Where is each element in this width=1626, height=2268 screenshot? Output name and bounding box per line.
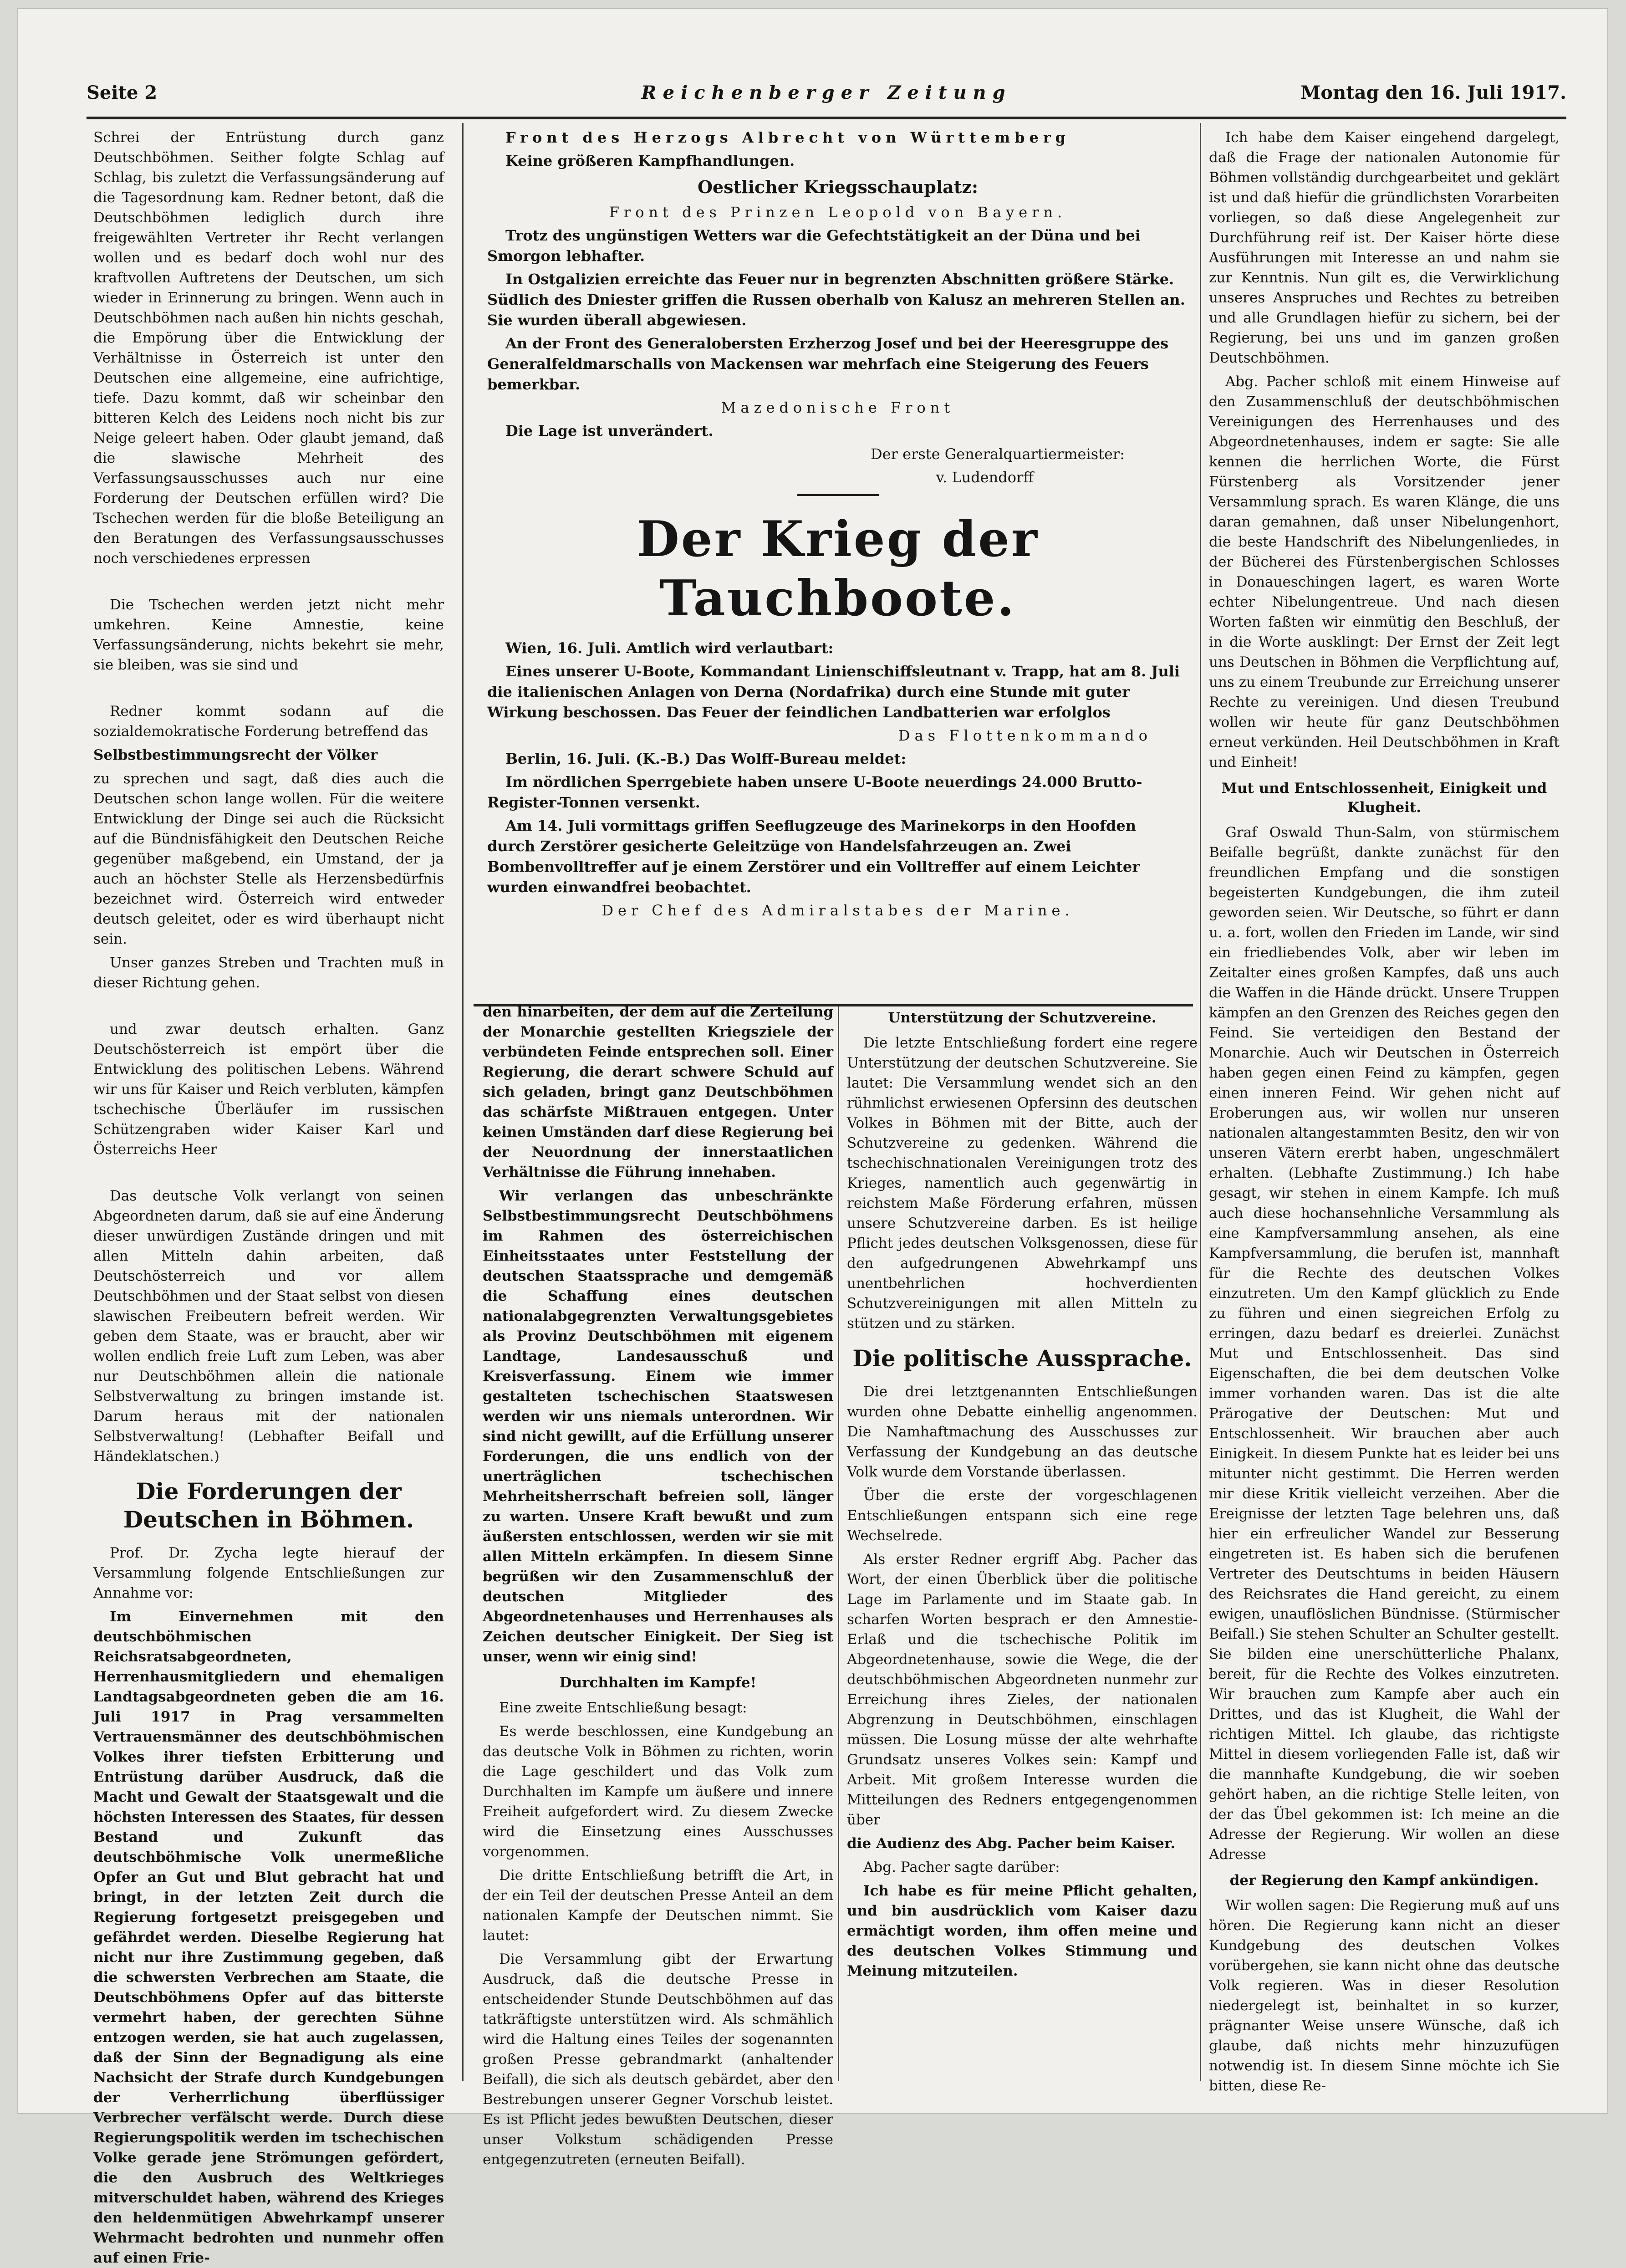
col1-paragraph: Die Tschechen werden jetzt nicht mehr umkehren. Keine Amnestie, keine Verfassungsänderung, nichts bekehrt sie mehr, sie bleiben, was sie sind und: [93, 597, 444, 673]
col4-heading: Mut und Entschlossenheit, Einigkeit und Klugheit.: [1221, 780, 1547, 816]
signature-name: v. Ludendorff: [936, 469, 1034, 486]
newspaper-page: [18, 9, 1607, 2266]
col1-paragraph: zu sprechen und sagt, daß dies auch die Deutschen schon lange wollen. Für die weitere Entwicklung der Dinge sei auch die Rücksicht auf die Bündnisfähigkeit den Deutschen Reiche gegenüber maßgebend, ein Umstand, der ja auch an höchster Stelle als Herzensbedürfnis bezeichnet wird. Österreich wird entweder deutsch geleitet, oder es wird überhaupt nicht sein.: [93, 771, 444, 947]
report-line: Keine größeren Kampfhandlungen.: [505, 152, 795, 169]
page-number: Seite 2: [87, 82, 158, 103]
col1-paragraph: Prof. Dr. Zycha legte hierauf der Versammlung folgende Entschließungen zur Annahme vor:: [93, 1545, 444, 1601]
report-paragraph: Am 14. Juli vormittags griffen Seeflugzeuge des Marinekorps in den Hoofden durch Zerstörer gesicherte Geleitzüge von Handelsfahrzeugen an. Zwei Bombenvolltreffer auf je einem Zerstörer und ein Volltreffer auf einem Leichter wurden einwandfrei beobachtet.: [487, 817, 1140, 896]
page-header: [87, 82, 1566, 114]
report-paragraph: In Ostgalizien erreichte das Feuer nur in begrenzten Abschnitten größere Stärke. Südlich des Dniester griffen die Russen oberhalb von Kalusz an mehreren Stellen an. Sie wurden überall abgewiesen.: [487, 271, 1185, 329]
column-1: [93, 128, 444, 2266]
col2-paragraph: Die dritte Entschließung betrifft die Art, in der ein Teil der deutschen Presse Anteil an dem nationalen Kampfe der Deutschen nimmt. Sie lautet:: [483, 1867, 833, 1944]
header-rule: [87, 117, 1566, 119]
short-rule: [797, 494, 879, 496]
column-divider: [1200, 123, 1201, 2081]
col1-paragraph: Redner kommt sodann auf die sozialdemokratische Forderung betreffend das: [93, 703, 444, 740]
front-heading: Mazedonische Front: [721, 399, 955, 416]
report-paragraph: Wien, 16. Juli. Amtlich wird verlautbart:: [505, 639, 834, 657]
col3-heading: Die politische Aussprache.: [852, 1345, 1192, 1372]
col3-paragraph: Abg. Pacher sagte darüber:: [863, 1859, 1060, 1875]
col4-paragraph: Wir wollen sagen: Die Regierung muß auf uns hören. Die Regierung kann nicht an dieser Kundgebung des deutschen Volkes vorübergehen, sie kann nicht ohne das deutsche Volk regieren. Was in dieser Resolution niedergelegt ist, beinhaltet in so kurzer, prägnanter Weise unsere Wünsche, daß ich glaube, daß nichts mehr hinzuzufügen notwendig ist. In diesem Sinne möchte ich Sie bitten, diese Re-: [1209, 1897, 1560, 2094]
war-report-block: [487, 128, 1188, 924]
front-heading: Front des Prinzen Leopold von Bayern.: [609, 204, 1067, 221]
signature: Der Chef des Admiralstabes der Marine.: [601, 902, 1074, 919]
signature-title: Der erste Generalquartiermeister:: [871, 445, 1125, 463]
col2-paragraph: Eine zweite Entschließung besagt:: [499, 1700, 747, 1716]
newspaper-title: Reichenberger Zeitung: [641, 82, 1012, 103]
column-3: [847, 1002, 1198, 2077]
col1-subheading: Selbstbestimmungsrecht der Völker: [93, 747, 378, 763]
col4-paragraph: Abg. Pacher schloß mit einem Hinweise auf den Zusammenschluß der deutschböhmischen Vereinigungen des Herrenhauses und des Abgeordnetenhauses, indem er sagte: Sie alle kennen die herrlichen Worte, die Fürst Fürstenberg als Vorsitzender jener Versammlung sprach. Es waren Klänge, die uns daran gemahnen, daß unser Nibelungenhort, die beste Handschrift des Nibelungenliedes, in der Bücherei des Fürstenbergischen Schlosses in Donaueschingen lagert, es waren Worte echter Nibelungentreue. Und nach diesen Worten faßten wir einmütig den Beschluß, der in die Worte ausklingt: Der Ernst der Zeit legt uns Deutschen in Böhmen die Verpflichtung auf, uns zu einem Treubunde zur Erreichung unserer Rechte zu vereinigen. Und diesen Treubund wollen wir heute für ganz Deutschböhmen erneut verkünden. Heil Deutschböhmen in Kraft und Einheit!: [1209, 373, 1560, 771]
col1-paragraph: Das deutsche Volk verlangt von seinen Abgeordneten darum, daß sie auf eine Änderung dieser unwürdigen Zustände dringen und mit allen Mitteln dahin arbeiten, daß Deutschösterreich und vor allem Deutschböhmen und der Staat selbst von diesen slawischen Freibeutern befreit werden. Wir geben dem Staate, was er braucht, aber wir wollen endlich freie Luft zum Leben, was aber nur Deutschböhmen allein die nationale Selbstverwaltung zu bringen imstande ist. Darum heraus mit der nationalen Selbstverwaltung! (Lebhafter Beifall und Händeklatschen.): [93, 1188, 444, 1465]
col4-paragraph: Graf Oswald Thun-Salm, von stürmischem Beifalle begrüßt, dankte zunächst für den freundlichen Empfang und die sonstigen begeisterten Kundgebungen, die ihm zuteil geworden seien. Wir Deutsche, so führt er dann u. a. fort, wollen den Frieden im Lande, wir sind ein friedliebendes Volk, aber wir leben im Zeitalter eines großen Kampfes, daß uns auch die Waffen in die Hände drückt. Unsere Truppen kämpfen an den Grenzen des Reiches gegen den Feind. Sie verteidigen den Bestand der Monarchie. Auch wir Deutschen in Österreich haben gegen einen Feind zu kämpfen, gegen einen inneren Feind. Wir gehen nicht auf Eroberungen aus, wir wollen nur unseren nationalen altangestammten Besitz, den wir von unseren Vätern ererbt haben, ungeschmälert erhalten. (Lebhafte Zustimmung.) Ich habe gesagt, wir stehen in einem Kampfe. Ich muß auch diese hochansehnliche Versammlung als eine Kampfversammlung ansehen, als eine Kampfversammlung, die berufen ist, mannhaft für die Rechte des deutschen Volkes einzutreten. Um den Kampf glücklich zu Ende zu führen und einen siegreichen Erfolg zu erringen, dazu bedarf es dreierlei. Zunächst Mut und Entschlossenheit. Das sind Eigenschaften, die bei dem deutschen Volke immer vorhanden waren. Das ist die alte Prärogative der Deutschen: Mut und Entschlossenheit. Wir brauchen aber auch Einigkeit. In diesem Punkte hat es leider bei uns mitunter nicht gestimmt. Die Herren werden mir diese Kritik vielleicht verzeihen. Aber die Ereignisse der letzten Tage belehren uns, daß hier ein erfreulicher Wandel zur Besserung eingetreten ist. Es haben sich die berufenen Vertreter des Deutschtums in beiden Häusern des Reichsrates die Hand gereicht, zu einem ewigen, unauflöslichen Bündnisse. (Stürmischer Beifall.) Sie stehen Schulter an Schulter gestellt. Sie bilden eine unerschütterliche Phalanx, bereit, für die Rechte des Volkes einzutreten. Wir brauchen zum Kampfe aber auch ein Drittes, und das ist Klugheit, die Wahl der richtigen Mittel. Ich glaube, das richtigste Mittel in diesem vorliegenden Falle ist, daß wir die mannhafte Kundgebung, die wir soeben gehört haben, an die richtige Stelle leiten, von der das Übel gekommen ist: Ich meine an die Adresse der Regierung. Wir wollen an diese Adresse: [1209, 824, 1560, 1863]
signature: Das Flottenkommando: [898, 727, 1152, 744]
report-paragraph: An der Front des Generalobersten Erzherzog Josef und bei der Heeresgruppe des Generalfeldmarschalls von Mackensen war mehrfach eine Steigerung des Feuers bemerkbar.: [487, 335, 1169, 393]
col3-subheading: die Audienz des Abg. Pacher beim Kaiser.: [847, 1835, 1176, 1852]
col4-heading: der Regierung den Kampf ankündigen.: [1229, 1872, 1539, 1889]
report-paragraph: Trotz des ungünstigen Wetters war die Gefechtstätigkeit an der Düna und bei Smorgon lebhafter.: [487, 227, 1141, 265]
column-divider: [838, 1006, 839, 2081]
col2-paragraph: Wir verlangen das unbeschränkte Selbstbestimmungsrecht Deutschböhmens im Rahmen des österreichischen Einheitsstaates unter Feststellung der deutschen Staatssprache und demgemäß die Schaffung eines deutschen nationalabgegrenzten Verwaltungsgebietes als Provinz Deutschböhmen mit eigenem Landtage, Landesausschuß und Kreisverfassung. Einem wie immer gestalteten tschechischen Staatswesen werden wir uns niemals unterordnen. Wir sind nicht gewillt, auf die Erfüllung unserer Forderungen, die uns endlich von der unerträglichen tschechischen Mehrheitsherrschaft befreien soll, länger zu warten. Unsere Kraft bewußt und zum äußersten entschlossen, werden wir sie mit allen Mitteln erkämpfen. In diesem Sinne begrüßen wir den Zusammenschluß der deutschen Mitglieder des Abgeordnetenhauses und Herrenhauses als Zeichen deutscher Einigkeit. Der Sieg ist unser, wenn wir einig sind!: [483, 1188, 833, 1665]
col2-heading: Durchhalten im Kampfe!: [559, 1675, 757, 1691]
report-line: Front des Herzogs Albrecht von Württemberg: [505, 129, 1070, 146]
report-paragraph: Die Lage ist unverändert.: [505, 422, 714, 439]
col1-heading: Die Forderungen der Deutschen in Böhmen.: [123, 1478, 414, 1533]
col3-paragraph: Die drei letztgenannten Entschließungen wurden ohne Debatte einhellig angenommen. Die Namhaftmachung des Ausschusses zur Verfassung der Kundgebung an das deutsche Volk wurde dem Vorstande überlassen.: [847, 1384, 1198, 1480]
col1-paragraph: Schrei der Entrüstung durch ganz Deutschböhmen. Seither folgte Schlag auf Schlag, bis zuletzt die Verfassungsänderung auf die Tagesordnung kam. Redner betont, daß die Deutschböhmen lediglich durch ihre freigewählten Vertreter ihr Recht verlangen wollen und es bedarf doch wohl nur des kraftvollen Auftretens der Deutschen, um sich wieder in Erinnerung zu bringen. Wenn auch in Deutschböhmen nach außen hin nichts geschah, die Empörung über die Entwicklung der Verhältnisse in Österreich ist unter den Deutschen eine allgemeine, eine aufrichtige, tiefe. Dazu kommt, daß wir scheinbar den bitteren Kelch des Leidens noch nicht bis zur Neige geleert haben. Oder glaubt jemand, daß die slawische Mehrheit des Verfassungsausschusses auch nur eine Forderung der Deutschen erfüllen wird? Die Tschechen werden für die bloße Beteiligung an den Beratungen des Verfassungsausschusses noch verschiedenes erpressen: [93, 129, 444, 567]
col3-paragraph: Die letzte Entschließung fordert eine regere Unterstützung der deutschen Schutzvereine. Sie lautet: Die Versammlung wendet sich an den rühmlichst erwiesenen Opfersinn des deutschen Volkes in Böhmen mit der Bitte, auch der Schutzvereine zu gedenken. Während die tschechischnationalen Vereinigungen trotz des Krieges, namentlich auch gegenwärtig in reichstem Maße Förderung erfahren, müssen unsere Schutzvereine darben. Es ist heilige Pflicht jedes deutschen Volksgenossen, diese für den aufgedrungenen Abwehrkampf uns unentbehrlichen hochverdienten Schutzvereinigungen mit allen Mitteln zu stützen und zu stärken.: [847, 1035, 1198, 1332]
section-heading: Oestlicher Kriegsschauplatz:: [697, 177, 979, 197]
main-headline: Der Krieg der Tauchboote.: [637, 511, 1039, 627]
column-2: [483, 1002, 833, 2168]
column-divider: [462, 123, 464, 2081]
col3-paragraph: Über die erste der vorgeschlagenen Entschließungen entspann sich eine rege Wechselrede.: [847, 1487, 1198, 1544]
issue-date: Montag den 16. Juli 1917.: [1300, 82, 1566, 103]
col1-paragraph: Unser ganzes Streben und Trachten muß in dieser Richtung gehen.: [93, 955, 444, 991]
report-paragraph: Eines unserer U-Boote, Kommandant Linienschiffsleutnant v. Trapp, hat am 8. Juli die italienischen Anlagen von Derna (Nordafrika) durch eine Stunde mit guter Wirkung beschossen. Das Feuer der feindlichen Landbatterien war erfolglos: [487, 663, 1180, 721]
col2-paragraph: Die Versammlung gibt der Erwartung Ausdruck, daß die deutsche Presse in entscheidender Stunde Deutschböhmen auf das tatkräftigste unterstützen wird. Als schmählich wird die Haltung eines Teiles der sogenannten großen Presse gebrandmarkt (anhaltender Beifall), die sich als deutsch gebärdet, aber den Bestrebungen unserer Gegner Vorschub leistet. Es ist Pflicht jedes bewußten Deutschen, dieser unser Volkstum schädigenden Presse entgegenzutreten (erneuten Beifall).: [483, 1951, 833, 2168]
col3-heading: Unterstützung der Schutzvereine.: [888, 1010, 1157, 1026]
col1-resolution: Im Einvernehmen mit den deutschböhmischen Reichsratsabgeordneten, Herrenhausmitgliedern und ehemaligen Landtagsabgeordneten geben die am 16. Juli 1917 in Prag versammelten Vertrauensmänner des deutschböhmischen Volkes ihrer tiefsten Erbitterung und Entrüstung darüber Ausdruck, daß die Macht und Gewalt der Staatsgewalt und die höchsten Interessen des Staates, für dessen Bestand und Zukunft das deutschböhmische Volk unermeßliche Opfer an Gut und Blut gebracht hat und bringt, in der letzten Zeit durch die Regierung fortgesetzt preisgegeben und gefährdet werden. Dieselbe Regierung hat nicht nur ihre Zustimmung gegeben, daß die schwersten Verbrechen am Staate, die Deutschböhmens Opfer auf das bitterste vermehrt haben, der gerechten Sühne entzogen werden, sie hat auch zugelassen, daß der Sinn der Begnadigung als eine Nachsicht der Strafe durch Kundgebungen der Verherrlichung überflüssiger Verbrecher verfälscht werde. Durch diese Regierungspolitik werden im tschechischen Volke gerade jene Strömungen gefördert, die den Ausbruch des Weltkrieges mitverschuldet haben, während des Krieges den heldenmütigen Abwehrkampf unserer Wehrmacht bedrohten und nunmehr offen auf einen Frie-: [93, 1609, 444, 2266]
report-paragraph: Berlin, 16. Juli. (K.-B.) Das Wolff-Bureau meldet:: [505, 750, 907, 767]
col2-paragraph: den hinarbeiten, der dem auf die Zerteilung der Monarchie gestellten Kriegsziele der verbündeten Feinde entsprechen soll. Einer Regierung, die derart schwere Schuld auf sich geladen, bringt ganz Deutschböhmen das schärfste Mißtrauen entgegen. Unter keinen Umständen darf diese Regierung bei der Neuordnung der innerstaatlichen Verhältnisse die Führung innehaben.: [483, 1004, 833, 1180]
col3-paragraph: Ich habe es für meine Pflicht gehalten, und bin ausdrücklich vom Kaiser dazu ermächtigt worden, ihm offen meine und des deutschen Volkes Stimmung und Meinung mitzuteilen.: [847, 1883, 1198, 1979]
col3-paragraph: Als erster Redner ergriff Abg. Pacher das Wort, der einen Überblick über die politische Lage im Parlamente und im Staate gab. In scharfen Worten besprach er den Amnestie-Erlaß und die tschechische Politik im Abgeordnetenhause, sowie die Wege, die der deutschböhmischen Abgeordneten nunmehr zur Erreichung ihres Zieles, der nationalen Abgrenzung in Deutschböhmen, einschlagen müssen. Die Losung müsse der alte wehrhafte Grundsatz unseres Volkes sein: Kampf und Arbeit. Mit großem Interesse wurden die Mitteilungen des Redners entgegengenommen über: [847, 1551, 1198, 1828]
col4-paragraph: Ich habe dem Kaiser eingehend dargelegt, daß die Frage der nationalen Autonomie für Böhmen vollständig durchgearbeitet und geklärt ist und daß hiefür die gründlichsten Vorarbeiten vorliegen, so daß diese Angelegenheit zur Durchführung reif ist. Der Kaiser hörte diese Ausführungen mit Interesse an und nahm sie zur Kenntnis. Nun gilt es, die Verwirklichung unseres Anspruches und Rechtes zu betreiben und alle Grundlagen hiefür zu sichern, bei der Regierung, bei uns und im ganzen großen Deutschböhmen.: [1209, 129, 1560, 366]
col2-paragraph: Es werde beschlossen, eine Kundgebung an das deutsche Volk in Böhmen zu richten, worin die Lage geschildert und das Volk zum Durchhalten im Kampfe um äußere und innere Freiheit aufgefordert wird. Zu diesem Zwecke wird die Einsetzung eines Ausschusses vorgenommen.: [483, 1723, 833, 1860]
column-4: [1209, 128, 1560, 2094]
report-paragraph: Im nördlichen Sperrgebiete haben unsere U-Boote neuerdings 24.000 Brutto-Register-Tonnen versenkt.: [487, 773, 1142, 811]
col1-paragraph: und zwar deutsch erhalten. Ganz Deutschösterreich ist empört über die Entwicklung des politischen Lebens. Während wir uns für Kaiser und Reich verbluten, kämpfen tschechische Überläufer im russischen Schützengraben wider Kaiser Karl und Österreichs Heer: [93, 1021, 444, 1158]
